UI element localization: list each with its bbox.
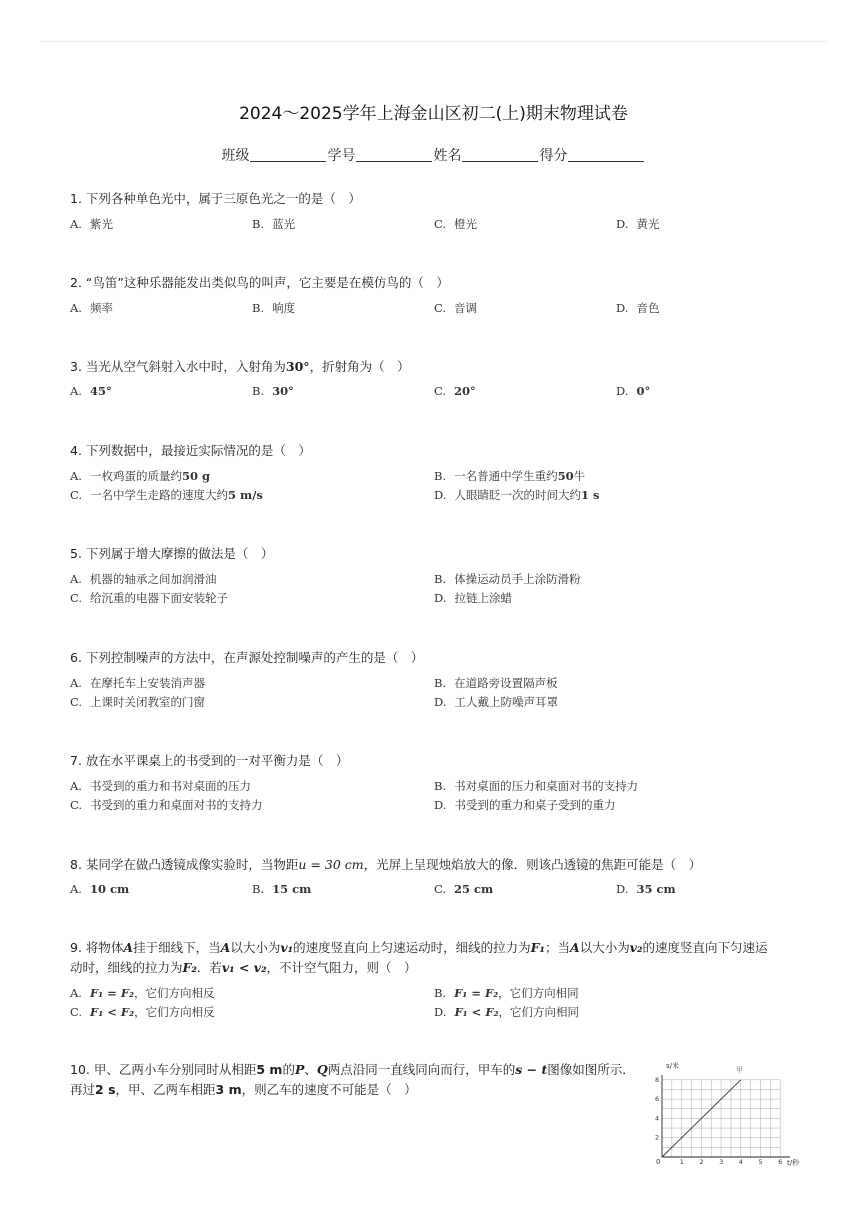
question-3 [70, 357, 800, 402]
option-d[interactable]: D. F₁ < F₂，它们方向相同 [434, 1005, 580, 1019]
x-tick-label: 4 [738, 1158, 743, 1166]
id-field[interactable]: 学号 [328, 145, 434, 165]
question-stem: 1. 下列各种单色光中，属于三原色光之一的是（ ） [70, 191, 361, 206]
question-stem: 8. 某同学在做凸透镜成像实验时，当物距u = 30 cm，光屏上呈现烛焰放大的像．则该凸透镜的焦距可能是（ ） [70, 857, 702, 872]
option-b[interactable]: B. 响度 [252, 301, 296, 315]
question-6 [70, 648, 800, 713]
graph-grid [662, 1080, 780, 1157]
question-1 [70, 189, 800, 234]
option-b[interactable]: B. 书对桌面的压力和桌面对书的支持力 [434, 779, 639, 793]
option-c[interactable]: C. 音调 [434, 301, 478, 315]
option-b[interactable]: B. 一名普通中学生重约50牛 [434, 469, 586, 483]
option-a[interactable]: A. 紫光 [70, 217, 113, 231]
option-d[interactable]: D. 音色 [616, 301, 660, 315]
question-9 [70, 938, 800, 1023]
y-tick-label: 6 [655, 1095, 660, 1104]
name-field[interactable]: 姓名 [434, 145, 540, 165]
option-b[interactable]: B. 体操运动员手上涂防滑粉 [434, 572, 581, 586]
question-stem: 4. 下列数据中，最接近实际情况的是（ ） [70, 443, 311, 458]
option-b[interactable]: B. F₁ = F₂，它们方向相同 [434, 986, 579, 1000]
option-c[interactable]: C. 一名中学生走路的速度大约5 m/s [70, 488, 263, 502]
x-tick-label: 2 [699, 1158, 704, 1166]
option-d[interactable]: D. 书受到的重力和桌子受到的重力 [434, 798, 616, 812]
option-b[interactable]: B. 15 cm [252, 882, 312, 896]
question-2 [70, 273, 800, 318]
option-b[interactable]: B. 30° [252, 384, 294, 398]
graph-axes [662, 1075, 790, 1157]
question-stem: 9. 将物体A挂于细线下，当A以大小为v₁的速度竖直向上匀速运动时，细线的拉力为F₁；当A以大小为v₂的速度竖直向下匀速运 动时，细线的拉力为F₂．若v₁ < v₂，不计空气阻力，则（ ） [70, 940, 768, 975]
question-stem: 2. “鸟笛”这种乐器能发出类似鸟的叫声，它主要是在模仿鸟的（ ） [70, 275, 449, 290]
x-tick-label: 5 [758, 1158, 763, 1166]
option-c[interactable]: C. 25 cm [434, 882, 494, 896]
option-a[interactable]: A. 在摩托车上安装消声器 [70, 676, 205, 690]
option-d[interactable]: D. 拉链上涂蜡 [434, 591, 512, 605]
question-7 [70, 751, 800, 816]
question-8 [70, 855, 800, 900]
option-b[interactable]: B. 蓝光 [252, 217, 296, 231]
y-tick-label: 2 [655, 1133, 660, 1142]
question-stem: 7. 放在水平课桌上的书受到的一对平衡力是（ ） [70, 753, 349, 768]
x-tick-label: 3 [719, 1158, 724, 1166]
y-axis-label: s/米 [666, 1062, 680, 1070]
class-field[interactable]: 班级 [222, 145, 328, 165]
option-d[interactable]: D. 工人戴上防噪声耳罩 [434, 695, 558, 709]
question-5 [70, 544, 800, 609]
option-a[interactable]: A. F₁ = F₂，它们方向相反 [70, 986, 215, 1000]
top-rule [40, 41, 827, 42]
question-stem: 3. 当光从空气斜射入水中时，入射角为30°，折射角为（ ） [70, 359, 410, 374]
option-a[interactable]: A. 45° [70, 384, 112, 398]
option-d[interactable]: D. 35 cm [616, 882, 676, 896]
option-a[interactable]: A. 频率 [70, 301, 113, 315]
series-label: 甲 [736, 1066, 743, 1074]
option-c[interactable]: C. 上课时关闭教室的门窗 [70, 695, 206, 709]
option-d[interactable]: D. 人眼睛眨一次的时间大约1 s [434, 488, 600, 502]
st-graph [632, 1060, 800, 1172]
x-axis-label: t/秒 [787, 1159, 800, 1167]
option-c[interactable]: C. 书受到的重力和桌面对书的支持力 [70, 798, 263, 812]
option-d[interactable]: D. 0° [616, 384, 651, 398]
option-c[interactable]: C. F₁ < F₂，它们方向相反 [70, 1005, 215, 1019]
x-tick-label: 6 [778, 1158, 783, 1166]
option-a[interactable]: A. 10 cm [70, 882, 130, 896]
y-tick-label: 4 [655, 1114, 660, 1123]
option-a[interactable]: A. 一枚鸡蛋的质量约50 g [70, 469, 211, 483]
question-stem: 10. 甲、乙两小车分别同时从相距5 m的P、Q两点沿同一直线同向而行，甲车的s − t图像如图所示． 再过2 s，甲、乙两车相距3 m，则乙车的速度不可能是（ ） [70, 1062, 635, 1097]
question-10 [70, 1060, 635, 1100]
option-c[interactable]: C. 橙光 [434, 217, 478, 231]
origin-label: 0 [656, 1158, 661, 1166]
question-4 [70, 441, 800, 506]
x-tick-label: 1 [679, 1158, 684, 1166]
option-c[interactable]: C. 给沉重的电器下面安装轮子 [70, 591, 229, 605]
y-tick-label: 8 [655, 1075, 660, 1084]
question-stem: 6. 下列控制噪声的方法中，在声源处控制噪声的产生的是（ ） [70, 650, 424, 665]
option-b[interactable]: B. 在道路旁设置隔声板 [434, 676, 558, 690]
score-field[interactable]: 得分 [540, 145, 646, 165]
page-title: 2024～2025学年上海金山区初二(上)期末物理试卷 [239, 104, 628, 124]
option-c[interactable]: C. 20° [434, 384, 476, 398]
option-d[interactable]: D. 黄光 [616, 217, 660, 231]
question-stem: 5. 下列属于增大摩擦的做法是（ ） [70, 546, 274, 561]
option-a[interactable]: A. 机器的轴承之间加润滑油 [70, 572, 217, 586]
info-line [0, 145, 867, 165]
option-a[interactable]: A. 书受到的重力和书对桌面的压力 [70, 779, 251, 793]
